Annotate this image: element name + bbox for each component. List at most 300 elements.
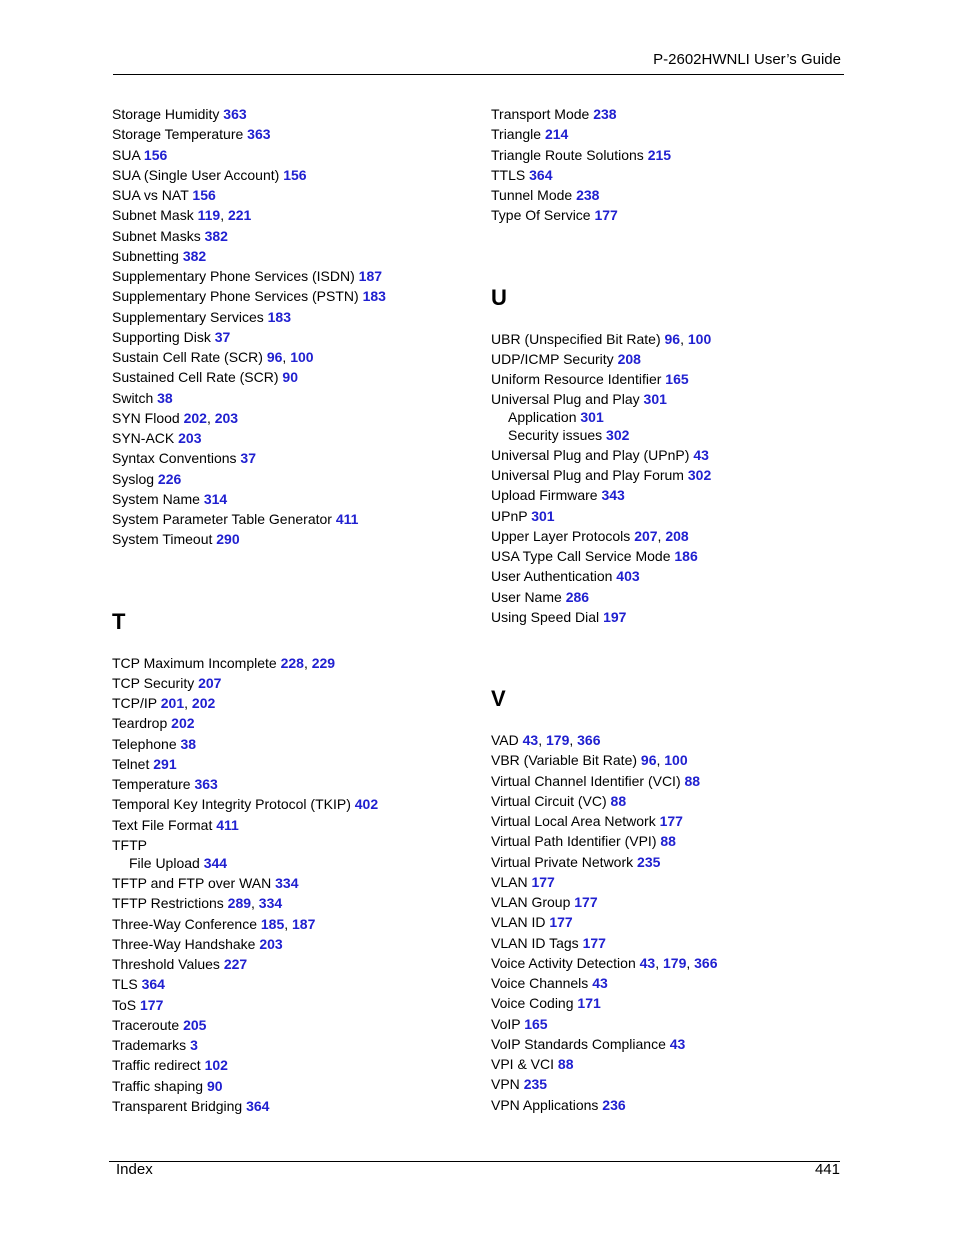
page-link[interactable]: 156: [192, 187, 216, 203]
index-term: VoIP Standards Compliance: [491, 1035, 666, 1052]
index-entry: [491, 106, 851, 126]
index-term: Text File Format: [112, 816, 213, 833]
index-term: VAD: [491, 732, 519, 748]
page-link[interactable]: 100: [290, 349, 314, 365]
index-term: Universal Plug and Play (UPnP): [491, 446, 690, 463]
section-spacer: [491, 228, 851, 285]
index-term: VBR (Variable Bit Rate): [491, 752, 638, 769]
index-term: UDP/ICMP Security: [491, 350, 614, 367]
page-link[interactable]: 177: [531, 873, 555, 890]
index-term: Syslog: [112, 470, 155, 487]
index-term: User Name: [491, 588, 562, 605]
index-term: TCP/IP: [112, 695, 157, 711]
index-entry: [112, 268, 472, 288]
index-entry: [112, 695, 472, 715]
index-term: USA Type Call Service Mode: [491, 548, 671, 564]
index-term: Traffic shaping: [112, 1077, 204, 1094]
index-entry: [112, 776, 472, 796]
page-link[interactable]: 301: [580, 409, 604, 426]
page-link[interactable]: 187: [358, 268, 383, 284]
page-link[interactable]: 171: [577, 995, 601, 1012]
index-entry: [491, 833, 851, 853]
index-entry: [112, 531, 472, 551]
index-entry: [112, 936, 472, 956]
index-entry: [112, 207, 472, 227]
page-link[interactable]: 88: [610, 792, 627, 809]
page-link[interactable]: 238: [576, 187, 600, 203]
page-link[interactable]: 177: [659, 813, 683, 829]
index-term: VLAN ID Tags: [491, 934, 579, 951]
page-separator: ,: [680, 330, 688, 347]
index-entry: [491, 351, 851, 371]
index-term: TLS: [112, 976, 138, 993]
index-term: Temperature: [112, 776, 191, 792]
document-title: P-2602HWNLI User’s Guide: [653, 51, 841, 68]
page-link[interactable]: 179: [546, 732, 570, 748]
page-link[interactable]: 202: [183, 409, 207, 426]
page-link[interactable]: 334: [275, 875, 299, 891]
index-term: Using Speed Dial: [491, 608, 600, 625]
index-entry: [491, 1036, 851, 1056]
index-entry: [491, 955, 851, 975]
page-separator: ,: [655, 954, 663, 971]
page-link[interactable]: 88: [684, 772, 701, 789]
page-link[interactable]: 177: [582, 934, 606, 951]
page-separator: ,: [303, 654, 312, 671]
index-entry: [112, 1017, 472, 1037]
index-term: VPI & VCI: [491, 1056, 555, 1072]
index-entry: [491, 126, 851, 146]
page-link[interactable]: 221: [227, 207, 252, 224]
page-link[interactable]: 38: [157, 389, 173, 406]
page-link[interactable]: 177: [574, 894, 598, 910]
index-entry: [491, 331, 851, 351]
index-column-left: [112, 106, 472, 1118]
index-entry: [491, 854, 851, 874]
page-link[interactable]: 215: [647, 146, 672, 163]
page-separator: ,: [284, 915, 293, 932]
page-link[interactable]: 334: [258, 895, 283, 912]
page-link[interactable]: 227: [223, 956, 248, 972]
page-separator: ,: [282, 349, 291, 365]
page-link[interactable]: 301: [531, 507, 555, 524]
index-entry: [112, 147, 472, 167]
index-subentry: [491, 409, 851, 426]
index-entry: [491, 568, 851, 588]
page-link[interactable]: 364: [246, 1097, 270, 1114]
index-term: SUA (Single User Account): [112, 166, 280, 183]
index-entry: [112, 228, 472, 248]
index-term: Syntax Conventions: [112, 450, 237, 467]
page-link[interactable]: 88: [557, 1056, 574, 1072]
section-heading-u: U: [491, 284, 507, 310]
u-entries-list: [491, 331, 851, 630]
page-link[interactable]: 165: [665, 371, 689, 387]
index-entry: [112, 817, 472, 837]
index-entry: [491, 874, 851, 894]
index-entry: [112, 288, 472, 308]
index-term: SYN-ACK: [112, 430, 175, 446]
index-term: Sustain Cell Rate (SCR): [112, 349, 263, 365]
index-subterm: Security issues: [508, 426, 603, 443]
index-entry: [491, 371, 851, 391]
index-entry: [112, 390, 472, 410]
index-entry: [112, 655, 472, 675]
index-entry: [112, 511, 472, 531]
index-term: Voice Channels: [491, 975, 589, 991]
index-term: System Parameter Table Generator: [112, 511, 332, 527]
index-entry: [112, 450, 472, 470]
index-entry: [112, 349, 472, 369]
page-link[interactable]: 177: [594, 207, 618, 224]
page-link[interactable]: 402: [354, 796, 379, 813]
t-entries-continued-list: [491, 106, 851, 228]
index-entry: [491, 508, 851, 528]
index-subterm: File Upload: [129, 854, 200, 871]
page-link[interactable]: 43: [669, 1035, 686, 1052]
index-term: Transparent Bridging: [112, 1097, 243, 1114]
index-subterm: Application: [508, 409, 577, 426]
index-term: Three-Way Handshake: [112, 935, 256, 952]
index-term: Switch: [112, 389, 154, 406]
index-term: SUA: [112, 146, 141, 163]
page-link[interactable]: 235: [637, 853, 661, 870]
page-link[interactable]: 314: [203, 490, 228, 507]
index-entry: [491, 752, 851, 772]
page-link[interactable]: 228: [280, 654, 304, 671]
page-separator: ,: [206, 409, 215, 426]
index-term: Traffic redirect: [112, 1057, 201, 1074]
index-entry: [491, 894, 851, 914]
page-link[interactable]: 88: [660, 833, 676, 850]
t-entries-list: [112, 655, 472, 1119]
page-link[interactable]: 177: [140, 996, 164, 1013]
index-entry: [491, 975, 851, 995]
index-entry: [112, 756, 472, 776]
page-link[interactable]: 38: [180, 735, 197, 752]
page-link[interactable]: 165: [524, 1015, 548, 1032]
index-term: Type Of Service: [491, 207, 591, 224]
page-link[interactable]: 202: [191, 695, 216, 711]
page-link[interactable]: 289: [227, 895, 252, 912]
page-link[interactable]: 102: [204, 1057, 228, 1074]
page-link[interactable]: 183: [267, 308, 291, 325]
index-entry: [491, 487, 851, 507]
index-term: Temporal Key Integrity Protocol (TKIP): [112, 796, 351, 813]
index-term: Universal Plug and Play Forum: [491, 467, 684, 483]
page-link[interactable]: 364: [529, 166, 553, 183]
page-separator: ,: [538, 732, 546, 748]
index-entry: [112, 875, 472, 895]
page-link[interactable]: 100: [664, 752, 688, 769]
page-link[interactable]: 186: [674, 548, 698, 564]
page-link[interactable]: 207: [634, 527, 658, 544]
page-link[interactable]: 208: [617, 350, 641, 367]
index-entry: [112, 329, 472, 349]
page-link[interactable]: 363: [223, 106, 247, 122]
index-entry: [112, 187, 472, 207]
page-link[interactable]: 100: [687, 330, 712, 347]
index-term: Storage Temperature: [112, 126, 244, 143]
page-link[interactable]: 363: [194, 776, 218, 792]
index-subentry: [491, 427, 851, 447]
page-link[interactable]: 302: [687, 467, 712, 483]
index-entry: [112, 410, 472, 430]
page-separator: ,: [657, 527, 666, 544]
index-term: Sustained Cell Rate (SCR): [112, 369, 279, 386]
index-entry: [112, 715, 472, 735]
index-entry: [491, 793, 851, 813]
page-separator: ,: [569, 732, 578, 748]
index-entry: [491, 391, 851, 409]
index-column-right: [491, 106, 851, 1117]
footer-rule: [109, 1161, 840, 1162]
index-term: Telnet: [112, 755, 150, 772]
page-link[interactable]: 301: [643, 391, 667, 408]
page-link[interactable]: 364: [141, 976, 165, 993]
page-link[interactable]: 119: [197, 207, 221, 224]
page-link[interactable]: 226: [157, 470, 182, 487]
page-link[interactable]: 203: [214, 409, 239, 426]
page-link[interactable]: 203: [178, 430, 202, 446]
index-term: Supplementary Phone Services (ISDN): [112, 268, 355, 284]
index-term: TFTP: [112, 836, 147, 853]
page-link[interactable]: 177: [549, 914, 573, 931]
index-term: Virtual Private Network: [491, 853, 634, 870]
section-heading-t: T: [112, 608, 126, 634]
header-rule: [113, 74, 844, 75]
index-term: Virtual Path Identifier (VPI): [491, 833, 657, 850]
index-term: TCP Security: [112, 674, 195, 691]
page-link[interactable]: 236: [602, 1096, 626, 1113]
index-term: Transport Mode: [491, 106, 590, 122]
page-link[interactable]: 183: [362, 288, 386, 305]
page-link[interactable]: 366: [694, 954, 718, 971]
page-link[interactable]: 96: [266, 349, 283, 365]
index-term: Trademarks: [112, 1037, 187, 1053]
index-entry: [491, 1097, 851, 1117]
index-entry: [491, 589, 851, 609]
index-entry: [112, 106, 472, 126]
page-link[interactable]: 187: [292, 915, 316, 932]
page-link[interactable]: 37: [240, 450, 256, 467]
page-link[interactable]: 366: [577, 732, 601, 748]
page-link[interactable]: 96: [664, 330, 681, 347]
index-term: Telephone: [112, 735, 177, 752]
index-term: SYN Flood: [112, 409, 180, 426]
index-term: System Timeout: [112, 531, 213, 548]
index-term: Supplementary Phone Services (PSTN): [112, 288, 359, 305]
index-entry: [491, 528, 851, 548]
page-link[interactable]: 343: [601, 487, 625, 504]
page-link[interactable]: 43: [693, 446, 709, 463]
page-link[interactable]: 344: [203, 854, 228, 871]
page-link[interactable]: 291: [153, 755, 177, 772]
page-link[interactable]: 179: [663, 954, 687, 971]
index-entry: [491, 732, 851, 752]
index-term: Virtual Channel Identifier (VCI): [491, 772, 681, 789]
page-link[interactable]: 214: [544, 126, 569, 143]
index-entry: [491, 773, 851, 793]
index-term: TFTP Restrictions: [112, 895, 224, 912]
page-link[interactable]: 185: [260, 915, 285, 932]
index-term: Threshold Values: [112, 956, 220, 972]
index-term: Subnet Masks: [112, 227, 201, 244]
page-link[interactable]: 411: [216, 816, 239, 833]
page-link[interactable]: 382: [182, 247, 207, 264]
page-link[interactable]: 90: [282, 369, 298, 386]
page-link[interactable]: 37: [214, 328, 231, 345]
index-term: Subnetting: [112, 247, 179, 264]
index-term: Upper Layer Protocols: [491, 527, 631, 544]
page-link[interactable]: 286: [565, 588, 590, 605]
index-entry: [491, 813, 851, 833]
section-spacer: [491, 629, 851, 686]
index-term: User Authentication: [491, 568, 613, 585]
index-entry: [491, 167, 851, 187]
index-term: UPnP: [491, 507, 528, 524]
section-spacer: [112, 552, 472, 609]
page-link[interactable]: 205: [183, 1016, 207, 1033]
index-term: Virtual Local Area Network: [491, 813, 656, 829]
index-entry: [112, 309, 472, 329]
index-entry: [112, 796, 472, 816]
page-link[interactable]: 207: [198, 674, 222, 691]
index-entry: [112, 997, 472, 1017]
index-term: VLAN ID: [491, 914, 546, 931]
index-entry: [491, 935, 851, 955]
page-separator: ,: [220, 207, 228, 224]
index-entry: [112, 1098, 472, 1118]
index-entry: [112, 471, 472, 491]
index-term: VLAN: [491, 873, 528, 890]
page-link[interactable]: 229: [311, 654, 336, 671]
page-link[interactable]: 43: [592, 975, 608, 991]
index-entry: [112, 430, 472, 450]
page-separator: ,: [184, 695, 192, 711]
index-entry: [112, 956, 472, 976]
index-term: Triangle: [491, 126, 542, 143]
index-entry: [491, 207, 851, 227]
page-link[interactable]: 235: [523, 1076, 548, 1093]
index-term: VLAN Group: [491, 894, 571, 910]
index-entry: [112, 895, 472, 915]
index-term: Storage Humidity: [112, 106, 220, 122]
page-link[interactable]: 403: [616, 568, 640, 585]
page-separator: ,: [656, 752, 665, 769]
index-term: Traceroute: [112, 1016, 180, 1033]
page-link[interactable]: 202: [171, 715, 195, 732]
index-entry: [112, 736, 472, 756]
index-entry: [112, 837, 472, 855]
index-term: TCP Maximum Incomplete: [112, 654, 277, 671]
index-entry: [112, 248, 472, 268]
page-link[interactable]: 203: [259, 935, 283, 952]
page-separator: ,: [686, 954, 695, 971]
index-term: Triangle Route Solutions: [491, 146, 644, 163]
index-entry: [491, 1016, 851, 1036]
page-link[interactable]: 96: [640, 752, 657, 769]
index-term: VoIP: [491, 1015, 521, 1032]
index-entry: [112, 1078, 472, 1098]
index-term: Supporting Disk: [112, 328, 211, 345]
page-link[interactable]: 156: [283, 166, 307, 183]
index-term: UBR (Unspecified Bit Rate): [491, 330, 661, 347]
index-entry: [112, 976, 472, 996]
index-entry: [491, 1076, 851, 1096]
index-term: TTLS: [491, 166, 526, 183]
index-entry: [112, 675, 472, 695]
page-separator: ,: [251, 895, 259, 912]
page-link[interactable]: 290: [216, 531, 240, 548]
index-term: Upload Firmware: [491, 487, 598, 504]
index-entry: [112, 491, 472, 511]
index-term: Voice Coding: [491, 995, 574, 1012]
page-link[interactable]: 238: [593, 106, 617, 122]
page-link[interactable]: 43: [639, 954, 656, 971]
section-heading-v: V: [491, 686, 506, 711]
index-term: Voice Activity Detection: [491, 954, 636, 971]
index-entry: [112, 1037, 472, 1057]
index-term: System Name: [112, 490, 200, 507]
index-term: Tunnel Mode: [491, 187, 573, 203]
index-term: Uniform Resource Identifier: [491, 371, 662, 387]
page-link[interactable]: 411: [335, 511, 359, 527]
index-entry: [112, 126, 472, 146]
index-term: Subnet Mask: [112, 207, 194, 224]
index-entry: [112, 916, 472, 936]
index-entry: [491, 609, 851, 629]
page-link[interactable]: 201: [160, 695, 185, 711]
page-link[interactable]: 208: [665, 527, 689, 544]
index-term: Virtual Circuit (VC): [491, 792, 607, 809]
index-entry: [491, 914, 851, 934]
index-term: ToS: [112, 996, 137, 1013]
page-link[interactable]: 43: [522, 732, 539, 748]
page-link[interactable]: 197: [603, 608, 627, 625]
page-link[interactable]: 3: [190, 1037, 198, 1053]
index-term: Supplementary Services: [112, 308, 264, 325]
page-link[interactable]: 156: [143, 146, 168, 163]
index-entry: [112, 167, 472, 187]
index-term: Universal Plug and Play: [491, 391, 640, 408]
v-entries-list: [491, 732, 851, 1117]
index-entry: [491, 447, 851, 467]
index-term: Teardrop: [112, 715, 168, 732]
page-link[interactable]: 90: [206, 1077, 223, 1094]
index-entry: [491, 548, 851, 568]
index-entry: [112, 1057, 472, 1077]
footer-section-name: Index: [116, 1161, 153, 1178]
footer-page-number: 441: [814, 1161, 840, 1178]
index-term: Three-Way Conference: [112, 915, 257, 932]
page-link[interactable]: 363: [247, 126, 271, 143]
index-entry: [491, 187, 851, 207]
index-term: VPN: [491, 1076, 520, 1093]
index-entry: [491, 467, 851, 487]
s-entries-list: [112, 106, 472, 552]
page-link[interactable]: 382: [204, 227, 228, 244]
index-entry: [491, 995, 851, 1015]
index-entry: [112, 369, 472, 389]
index-entry: [491, 147, 851, 167]
index-subentry: [112, 855, 472, 875]
index-term: SUA vs NAT: [112, 187, 189, 203]
index-entry: [491, 1056, 851, 1076]
index-term: TFTP and FTP over WAN: [112, 875, 272, 891]
page-link[interactable]: 302: [606, 426, 630, 443]
index-term: VPN Applications: [491, 1096, 599, 1113]
